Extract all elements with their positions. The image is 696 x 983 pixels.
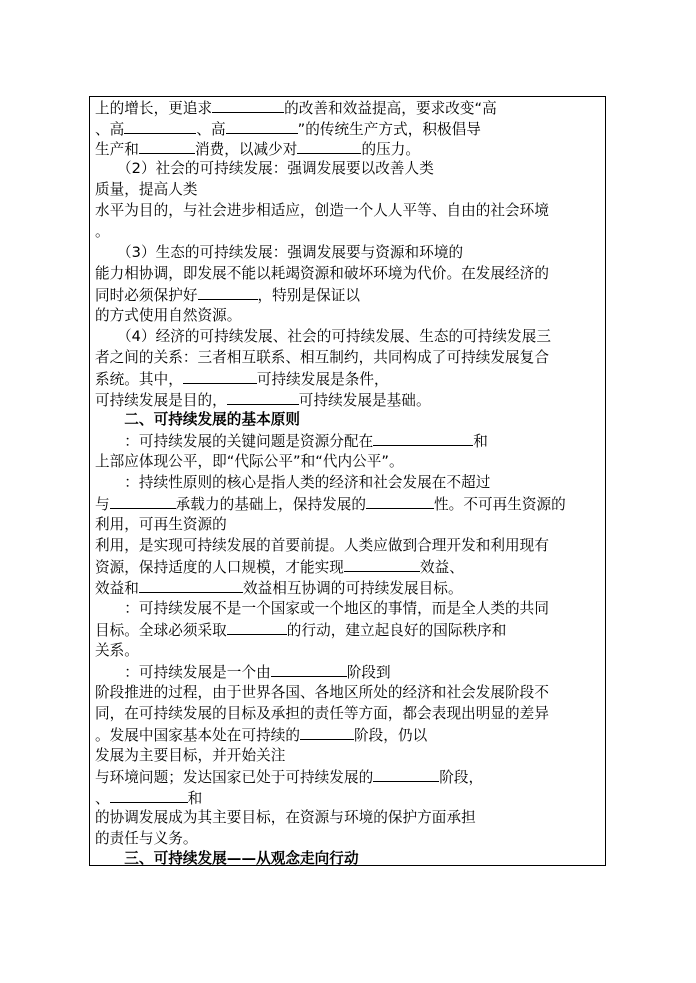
text-segment: 发展为主要目标，并开始关注 [95, 747, 286, 764]
text-line [95, 369, 389, 390]
text-segment: 能力相协调，即发展不能以耗竭资源和破坏环境为代价。在发展经济的 [95, 265, 549, 282]
text-segment: （3）生态的可持续发展：强调发展要与资源和环境的 [95, 244, 464, 261]
text-line [95, 641, 139, 661]
text-line [95, 578, 463, 599]
text-segment: 、高 [196, 121, 226, 138]
text-line [95, 662, 391, 683]
text-line [95, 201, 549, 221]
fill-in-blank[interactable] [297, 139, 361, 154]
text-segment: 和 [187, 790, 203, 807]
text-line [95, 599, 549, 619]
text-segment: 系统。其中， [95, 371, 183, 388]
text-segment: 效益、 [419, 559, 464, 576]
text-line [95, 327, 551, 347]
text-line [95, 159, 434, 179]
text-line [95, 746, 285, 766]
text-line [95, 683, 549, 703]
text-segment: 阶段，仍以 [354, 727, 428, 744]
text-segment: 阶段， [439, 769, 484, 786]
fill-in-blank[interactable] [227, 390, 299, 405]
fill-in-blank[interactable] [227, 620, 287, 635]
fill-in-blank[interactable] [344, 557, 420, 572]
fill-in-blank[interactable] [300, 725, 354, 740]
text-line [95, 222, 110, 242]
text-segment: 消费，以减少对 [194, 141, 298, 158]
text-line [95, 620, 506, 641]
text-segment: ：可持续发展是一个由 [95, 664, 271, 681]
text-segment: 关系。 [95, 642, 139, 659]
fill-in-blank[interactable] [373, 767, 439, 782]
text-line [95, 725, 427, 746]
text-segment: 水平为目的，与社会进步相适应，创造一个人人平等、自由的社会环境 [95, 202, 549, 219]
text-line [95, 348, 549, 368]
text-segment: 的压力。 [361, 141, 421, 158]
fill-in-blank[interactable] [212, 98, 284, 113]
fill-in-blank[interactable] [110, 788, 188, 803]
text-line [95, 431, 488, 452]
fill-in-blank[interactable] [373, 431, 473, 446]
text-segment: 利用，可再生资源的 [95, 516, 227, 533]
text-segment: 上的增长，更追求 [95, 100, 213, 117]
text-segment: 同，在可持续发展的目标及承担的责任等方面，都会表现出明显的差异 [95, 705, 549, 722]
text-segment: 可持续发展是基础。 [298, 392, 431, 409]
fill-in-blank[interactable] [139, 139, 195, 154]
text-line [95, 98, 497, 119]
text-segment: 。 [95, 223, 110, 240]
text-segment: 的方式使用自然资源。 [95, 307, 242, 324]
text-segment: 与环境问题；发达国家已处于可持续发展的 [95, 769, 374, 786]
text-segment: ：持续性原则的核心是指人类的经济和社会发展在不超过 [95, 474, 491, 491]
text-line [95, 264, 549, 284]
text-segment: 上部应体现公平，即“代际公平”和“代内公平”。 [95, 453, 404, 470]
text-segment: 者之间的关系：三者相互联系、相互制约，共同构成了可持续发展复合 [95, 349, 549, 366]
text-segment: 的改善和效益提高，要求改变“高 [284, 100, 497, 117]
fill-in-blank[interactable] [271, 662, 347, 677]
fill-in-blank[interactable] [226, 119, 298, 134]
text-segment: 与 [95, 496, 110, 513]
fill-in-blank[interactable] [366, 494, 434, 509]
text-segment: 阶段到 [346, 664, 391, 681]
text-segment: 效益相互协调的可持续发展目标。 [242, 580, 463, 597]
fill-in-blank[interactable] [139, 578, 243, 593]
text-segment: 二、可持续发展的基本原则 [95, 411, 301, 428]
text-segment: ：可持续发展的关键问题是资源分配在 [95, 433, 374, 450]
text-line [95, 390, 431, 411]
text-line [95, 704, 549, 724]
text-segment: 利用，是实现可持续发展的首要前提。人类应做到合理开发和利用现有 [95, 537, 549, 554]
text-segment: 目标。全球必须采取 [95, 622, 227, 639]
text-segment: 质量，提高人类 [95, 181, 198, 198]
text-line [95, 788, 202, 809]
text-segment: 资源，保持适度的人口规模，才能实现 [95, 559, 344, 576]
text-segment: ”的传统生产方式，积极倡导 [297, 121, 481, 138]
text-segment: 承载力的基础上，保持发展的 [175, 496, 367, 513]
text-line [95, 536, 549, 556]
text-segment: 、 [95, 790, 110, 807]
text-segment: （4）经济的可持续发展、社会的可持续发展、生态的可持续发展三 [95, 328, 551, 345]
text-segment: 性。不可再生资源的 [434, 496, 566, 513]
text-segment: ：可持续发展不是一个国家或一个地区的事情，而是全人类的共同 [95, 600, 549, 617]
text-line [95, 306, 241, 326]
text-segment: （2）社会的可持续发展：强调发展要以改善人类 [95, 160, 434, 177]
text-segment: 生产和 [95, 141, 139, 158]
fill-in-blank[interactable] [183, 369, 257, 384]
text-segment: 效益和 [95, 580, 139, 597]
text-line [95, 243, 463, 263]
text-segment: 可持续发展是目的， [95, 392, 227, 409]
text-line [95, 139, 420, 160]
text-line [95, 119, 481, 140]
fill-in-blank[interactable] [110, 494, 176, 509]
text-segment: 。发展中国家基本处在可持续的 [95, 727, 301, 744]
text-line [95, 452, 404, 472]
text-segment: 可持续发展是条件， [256, 371, 389, 388]
text-segment: ，特别是保证以 [257, 287, 361, 304]
text-line [95, 808, 476, 828]
text-line [95, 767, 483, 788]
text-line [95, 473, 490, 493]
text-segment: 同时必须保护好 [95, 287, 198, 304]
fill-in-blank[interactable] [124, 119, 196, 134]
text-line [95, 515, 227, 535]
text-line [95, 829, 198, 849]
text-line [95, 180, 198, 200]
section-heading [95, 849, 359, 869]
fill-in-blank[interactable] [198, 285, 258, 300]
text-line [95, 285, 360, 306]
text-segment: 、高 [95, 121, 125, 138]
text-segment: 阶段推进的过程，由于世界各国、各地区所处的经济和社会发展阶段不 [95, 684, 549, 701]
text-segment: 和 [473, 433, 488, 450]
text-line [95, 557, 464, 578]
text-line [95, 494, 566, 515]
text-segment: 三、可持续发展——从观念走向行动 [95, 850, 359, 867]
section-heading [95, 410, 300, 430]
text-segment: 的协调发展成为其主要目标，在资源与环境的保护方面承担 [95, 809, 476, 826]
text-segment: 的行动，建立起良好的国际秩序和 [286, 622, 507, 639]
text-segment: 的责任与义务。 [95, 830, 198, 847]
